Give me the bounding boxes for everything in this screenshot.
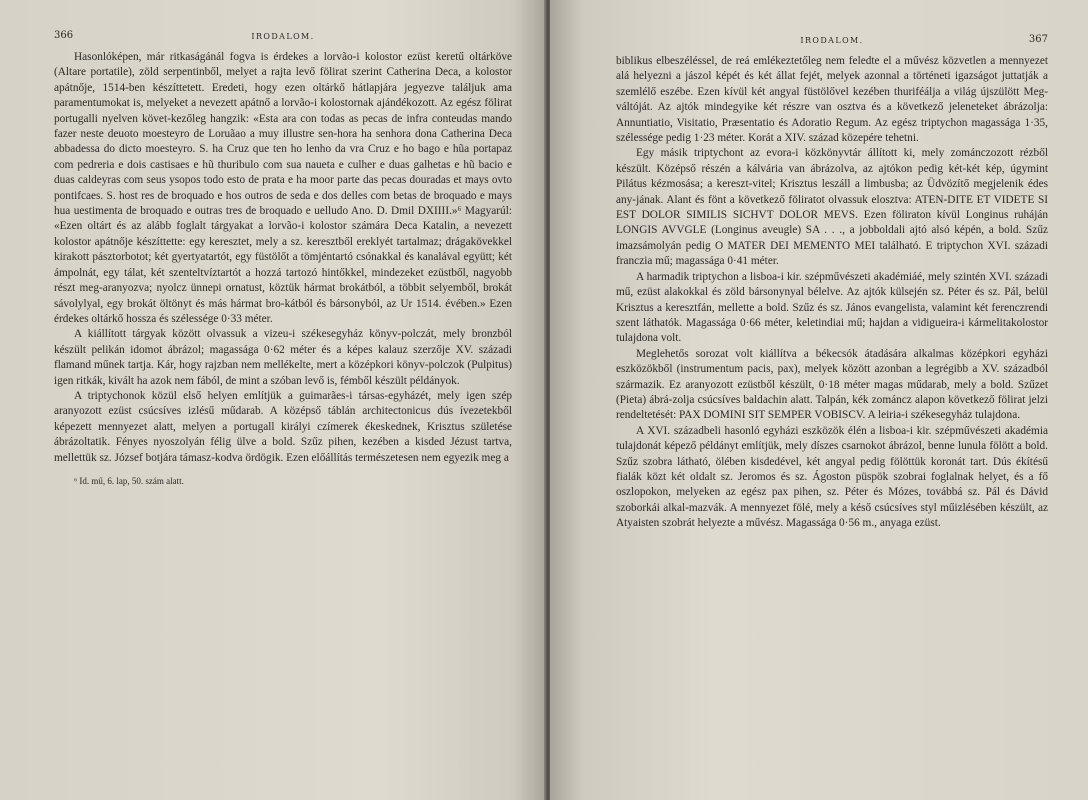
- left-page-header: [54, 28, 512, 50]
- right-running-head: IRODALOM.: [800, 36, 864, 45]
- right-paragraph-2: Egy másik triptychont az evora-i közkönyvtár állított ki, mely zománczozott rézből készült. Középső részén a kálvária van ábrázolva, az ajtókon pedig két-két kép, úgymint Pilátus kézmosása; a kereszt-vitel; Krisztus leszáll a limbusba; az Üdvözítő megjelenik édes any-jának. Alant és fönt a következő föliratot olvassuk elosztva: ATEN-DITE ET VIDETE SI EST DOLOR SIMILIS SICHVT DOLOR MEVS. Ezen föliraton kívül Longinus ruháján LONGIS AVVGLE (Longinus aveugle) SA . . ., a jobboldali ajtó alsó képén, a bold. Szűz imazsámolyán pedig O MATER DEI MEMENTO MEI található. E triptychon XVI. századi franczia mű; magassága 0·41 méter.: [616, 147, 1048, 268]
- right-page-body: [616, 54, 1048, 532]
- left-paragraph-1: Hasonlóképen, már ritkaságánál fogva is érdekes a lorvão-i kolostor ezüst keretű oltárköve (Altare portatile), zöld serpentinből, melyet a rajta levő fölirat szerint Catherina Deca, a kolostor apátnője, 1514-ben készíttetett. Eredeti, hogy ezen oltárkő hátlapjára jegyezve találjuk ama paramentumokat is, melyeket a nevezett apátnő a lorvão-i kolostornak ajándékozott. Az egész fölirat portugalli nyelven követ-kezőleg hangzik: «Esta ara con todas as pecas de infra conteudas mando fazer neste deuoto moesteyro de Loruãao a muy illustre sen-hora ha senhora dona Catherina Deca abbadessa do dicto moesteyro. S. ha Cruz que ten ho lenho da vra Cruz e ho bago e hũa portapaz com pedreria e dois castisaes e hũ thuribulo com sua naueta e culher e duas galhetas e hũ bacio e duas caldeyras com seus ysopos todo esto de prata e ha moor parte das pecas douradas et mays ovto pontifcaes. S. host res de broquado e hos outros de seda e dos delles com betas de broquado e mays hua uestimenta de broquado e outras tres de broquado e uelludo Ano. D. Dmil DXIIII.»⁶ Magyarúl: «Ezen oltárt és az alább foglalt tárgyakat a lorvão-i kolostor számára Deca Katalin, a nevezett kolostor apátnője készíttette: egy keresztet, mely a sz. keresztből ereklyét tartalmaz; drágakövekkel kirakott pásztorbotot; két gyertyatartót, egy füstölőt a tömjéntartó csónakkal és kanalával együtt; két ámpolnát, egy tálat, két szenteltvíztartót a hozzá tartozó hintőkkel, mindezeket ezüstből, nagyobb részt meg-aranyozva; nyolcz ünnepi ornatust, köztük hármat brokátból, a többit selyemből, brokát sávolylyal, egy brokát öltönyt és más hármat bro-kátból és bársonyból, az Ur 1514. évében.» Ezen érdekes oltárkő hossza és szélessége 0·33 méter.: [54, 51, 512, 325]
- right-paragraph-5: A XVI. századbeli hasonló egyházi eszközök élén a lisboa-i kir. szépművészeti akadémia tulajdonát képező példányt említjük, mely díszes csarnokot ábrázol, benne lunula fölött a bold. Szűz szobra látható, ölében kisdedével, két angyal pedig fölöttük koronát tart. Dús ékítésű fialák közt két oldalt sz. Jeromos és sz. Ágoston püspök szobrai foglalnak helyet, és a fő oszlopokon, melyeken az egész pax pihen, sz. Péter és Mózes, továbbá sz. Pál és Dávid szoborkái alkal-mazvák. A mennyezet fölé, mely a késő csúcsíves styl műizlésében készült, az Atyaisten szobrát helyezte a művész. Magassága 0·56 m., anyaga ezüst.: [616, 424, 1048, 530]
- right-paragraph-4: Meglehetős sorozat volt kiállítva a békecsók átadására alkalmas középkori egyházi eszközökből (instrumentum pacis, pax), melyek között azonban a legrégibb a XV. századból származik. Ez aranyozott ezüstből készült, 0·18 méter magas műdarab, mely a bold. Szűzet (Pieta) ábrá-zolja csúcsíves baldachin alatt. Talpán, kék zománcz alapon következő fölirat jelzi rendeltetését: PAX DOMINI SIT SEMPER VOBISCV. A leiria-i székesegyház tulajdona.: [616, 347, 1048, 422]
- left-paragraph-3: A triptychonok közül első helyen említjük a guimarães-i társas-egyházét, mely igen szép aranyozott ezüst csúcsíves izlésű műdarab. A középső táblán architectonicus dús ívezetekből képezett mennyezet alatt, melyen a portugall királyi czímerek ékeskednek, Krisztus születése ábrázoltatik. Fényes nyoszolyán félig ülve a bold. Szűz pihen, kezében a kisded Jézust tartva, mellettük sz. József botjára támasz-kodva ördögik. Ezen előállítás természetesen nem egyezik meg a: [54, 389, 512, 464]
- right-paragraph-3: A harmadik triptychon a lisboa-i kir. szépművészeti akadémiáé, mely szintén XVI. századi mű, ezüst alakokkal és zöld bársonynyal bélelve. Az ajtók külsején sz. Péter és sz. Pál, belül Krisztus a keresztfán, mellette a bold. Szűz és sz. János evangelista, valamint két ferenczrendi szent láthatók. Magassága 0·66 méter, keletindiai mű; hajdan a vidigueira-i kármelitakolostor tulajdona volt.: [616, 270, 1048, 345]
- right-paragraph-1: biblikus elbeszéléssel, de reá emlékeztetőleg nem feledte el a művész közvetlen a mennyezet alá helyezni a jászol képét és két állat fejét, melyek azonnal a történeti igazságot juttatják a szemlélő eszébe. Ezen kívül két angyal füstölővel kezében thuriféálja a világ újszülött Meg-váltóját. Az ajtók mindegyike két részre van osztva és a következő jeleneteket ábrázolja: Annuntiatio, Visitatio, Præsentatio és Adoratio Regum. Az egész triptychon magassága 1·35, szélessége pedig 1·23 méter. Korát a XIV. század közepére tehetni.: [616, 55, 1048, 145]
- left-footnote: ⁶ Id. mű, 6. lap, 50. szám alatt.: [74, 475, 184, 486]
- right-page-number: 367: [1028, 34, 1048, 45]
- right-page-header: [616, 32, 1048, 54]
- left-running-head: IRODALOM.: [251, 32, 315, 41]
- left-paragraph-2: A kiállított tárgyak között olvassuk a vizeu-i székesegyház könyv-polczát, mely bronzból készült pelikán idomot ábrázol; magassága 0·62 méter és a képes kalauz szerzője XV. századi flamand műnek tartja. Kár, hogy rajzban nem mellékelte, mert a középkori könyv-polczok (Pulpitus) igen ritkák, kivált ha azok nem fából, de mint a szóban levő is, fémből készült példányok.: [54, 328, 512, 387]
- left-page-number: 366: [54, 30, 74, 41]
- right-page: [550, 0, 1088, 800]
- left-page-body: [54, 50, 512, 466]
